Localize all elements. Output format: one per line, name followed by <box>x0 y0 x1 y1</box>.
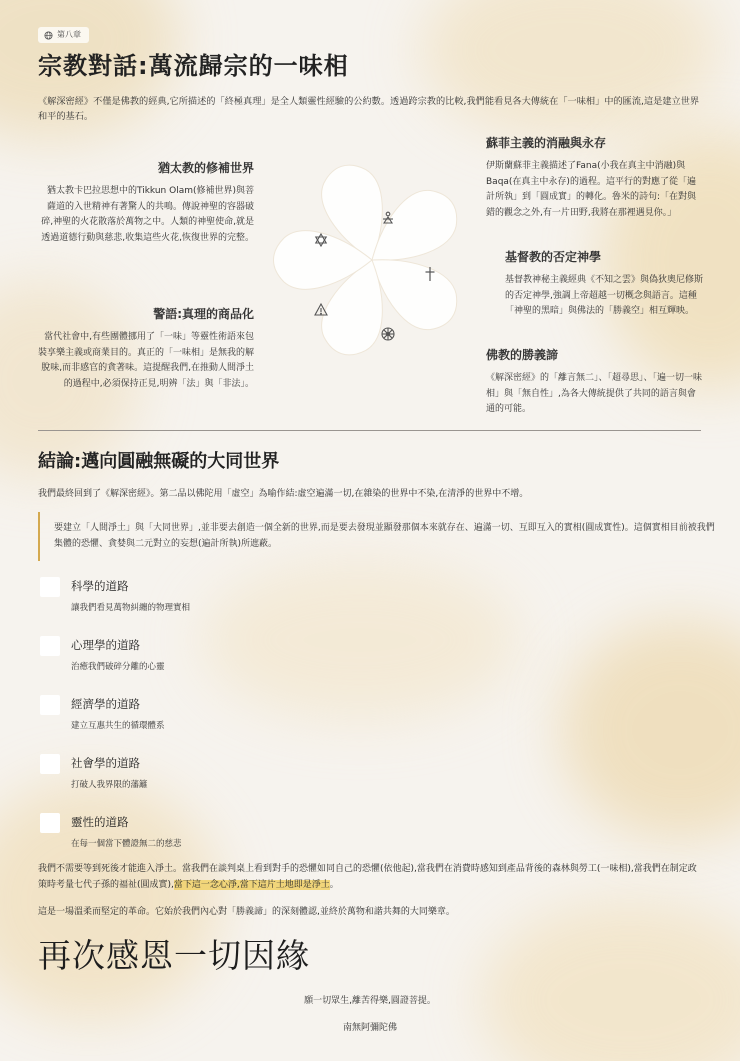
path-checkbox <box>40 636 60 656</box>
path-item <box>40 577 360 619</box>
judaism-text: 猶太教卡巴拉思想中的Tikkun Olam(修補世界)與菩薩道的入世精神有著驚人的共鳴。傳說神聖的容器破碎,神聖的火花散落於萬物之中。人類的神聖使命,就是透過道德行動與慈悲,收集這些火花,恢復世界的完整。 <box>41 186 254 243</box>
path-desc: 在每一個當下體證無二的慈悲 <box>71 839 182 849</box>
dharma-wheel-icon <box>382 328 394 340</box>
p2-highlight: 當下這一念心淨,當下這片土地即是淨土 <box>173 879 330 890</box>
path-checkbox <box>40 695 60 715</box>
path-item <box>40 636 360 678</box>
path-desc: 建立互惠共生的循環體系 <box>71 721 165 731</box>
warning-text: 當代社會中,有些團體挪用了「一味」等靈性術語來包裝享樂主義或商業目的。真正的「一味相」是無我的解脫味,而非感官的貪著味。這提醒我們,在推動人間淨土的過程中,必須保持正見,明辨「法」與「非法」。 <box>38 332 255 389</box>
path-item <box>40 695 360 737</box>
intro-paragraph: 《解深密經》不僅是佛教的經典,它所描述的「終極真理」是全人類靈性經驗的公約數。透過跨宗教的比較,我們能看見各大傳統在「一味相」中的匯流,這是建立世界和平的基石。 <box>38 96 700 122</box>
page-title: 宗教對話:萬流歸宗的一味相 <box>38 52 349 80</box>
path-title: 心理學的道路 <box>71 638 140 652</box>
warning-section <box>38 305 254 392</box>
path-desc: 讓我們看見萬物糾纏的物理實相 <box>71 603 191 613</box>
path-title: 經濟學的道路 <box>71 697 140 711</box>
chapter-label: 第八章 <box>57 30 81 39</box>
path-checkbox <box>40 577 60 597</box>
christian-heading: 基督教的否定神學 <box>505 250 602 264</box>
closing-blessing: 願一切眾生,離苦得樂,圓證菩提。 <box>304 996 436 1006</box>
section-divider <box>38 430 701 431</box>
conclusion-heading: 結論:邁向圓融無礙的大同世界 <box>38 451 280 472</box>
conclusion-paragraph-2 <box>38 862 702 893</box>
path-title: 靈性的道路 <box>71 815 129 829</box>
conclusion-paragraph-1: 我們最終回到了《解深密經》。第二品以佛陀用「虛空」為喻作結:虛空遍滿一切,在雜染的世界中不染,在清淨的世界中不增。 <box>38 489 529 499</box>
path-item <box>40 813 360 855</box>
path-title: 科學的道路 <box>71 579 129 593</box>
sufi-text: 伊斯蘭蘇菲主義描述了Fana(小我在真主中消融)與Baqa(在真主中永存)的過程。這平行的對應了從「遍計所執」到「圓成實」的轉化。魯米的詩句:「在對與錯的觀念之外,有一片田野,我將在那裡遇見你。」 <box>486 161 697 218</box>
conclusion-paragraph-3: 這是一場溫柔而堅定的革命。它始於我們內心對「勝義諦」的深刻體認,並終於萬物和諧共舞的大同樂章。 <box>38 907 455 917</box>
sufi-section <box>486 134 704 221</box>
buddhism-text: 《解深密經》的「離言無二」、「超尋思」、「遍一切一味相」與「無自性」,為各大傳統提供了共同的語言與會通的可能。 <box>486 373 703 414</box>
path-desc: 治癒我們破碎分離的心靈 <box>71 662 165 672</box>
p2-text-after: 。 <box>329 879 339 890</box>
path-desc: 打破人我界限的藩籬 <box>71 780 148 790</box>
sufi-heading: 蘇菲主義的消融與永存 <box>486 136 607 150</box>
christian-section <box>505 248 703 320</box>
closing-heading: 再次感恩一切因緣 <box>38 936 310 975</box>
path-checkbox <box>40 813 60 833</box>
buddhism-heading: 佛教的勝義諦 <box>486 348 559 362</box>
closing-chant: 南無阿彌陀佛 <box>342 1023 397 1033</box>
conclusion-quote: 要建立「人間淨土」與「大同世界」,並非要去創造一個全新的世界,而是要去發現並顯發那個本來就存在、遍滿一切、互即互入的實相(圓成實性)。這個實相目前被我們集體的恐懼、貪婪與二元對立的妄想(遍計所執)所遮蔽。 <box>38 512 716 561</box>
christian-text: 基督教神秘主義經典《不知之雲》與偽狄奧尼修斯的否定神學,強調上帝超越一切概念與語言。這種「神聖的黑暗」與佛法的「勝義空」相互輝映。 <box>505 275 704 316</box>
buddhism-section <box>486 346 704 418</box>
path-title: 社會學的道路 <box>71 756 140 770</box>
path-item <box>40 754 360 796</box>
judaism-section <box>38 159 254 246</box>
globe-icon <box>44 31 53 40</box>
warning-heading: 警語:真理的商品化 <box>153 307 254 321</box>
judaism-heading: 猶太教的修補世界 <box>157 161 254 175</box>
religions-flower-diagram <box>262 160 488 365</box>
p2-text-before: 我們不需要等到死後才能進入淨土。當我們在談判桌上看到對手的恐懼如同自己的恐懼(依他起),當我們在消費時感知到產品背後的森林與勞工(一味相),當我們在制定政策時考量七代子孫的福祉(圓成實), <box>38 864 697 890</box>
chapter-tag <box>38 27 89 43</box>
path-checkbox <box>40 754 60 774</box>
